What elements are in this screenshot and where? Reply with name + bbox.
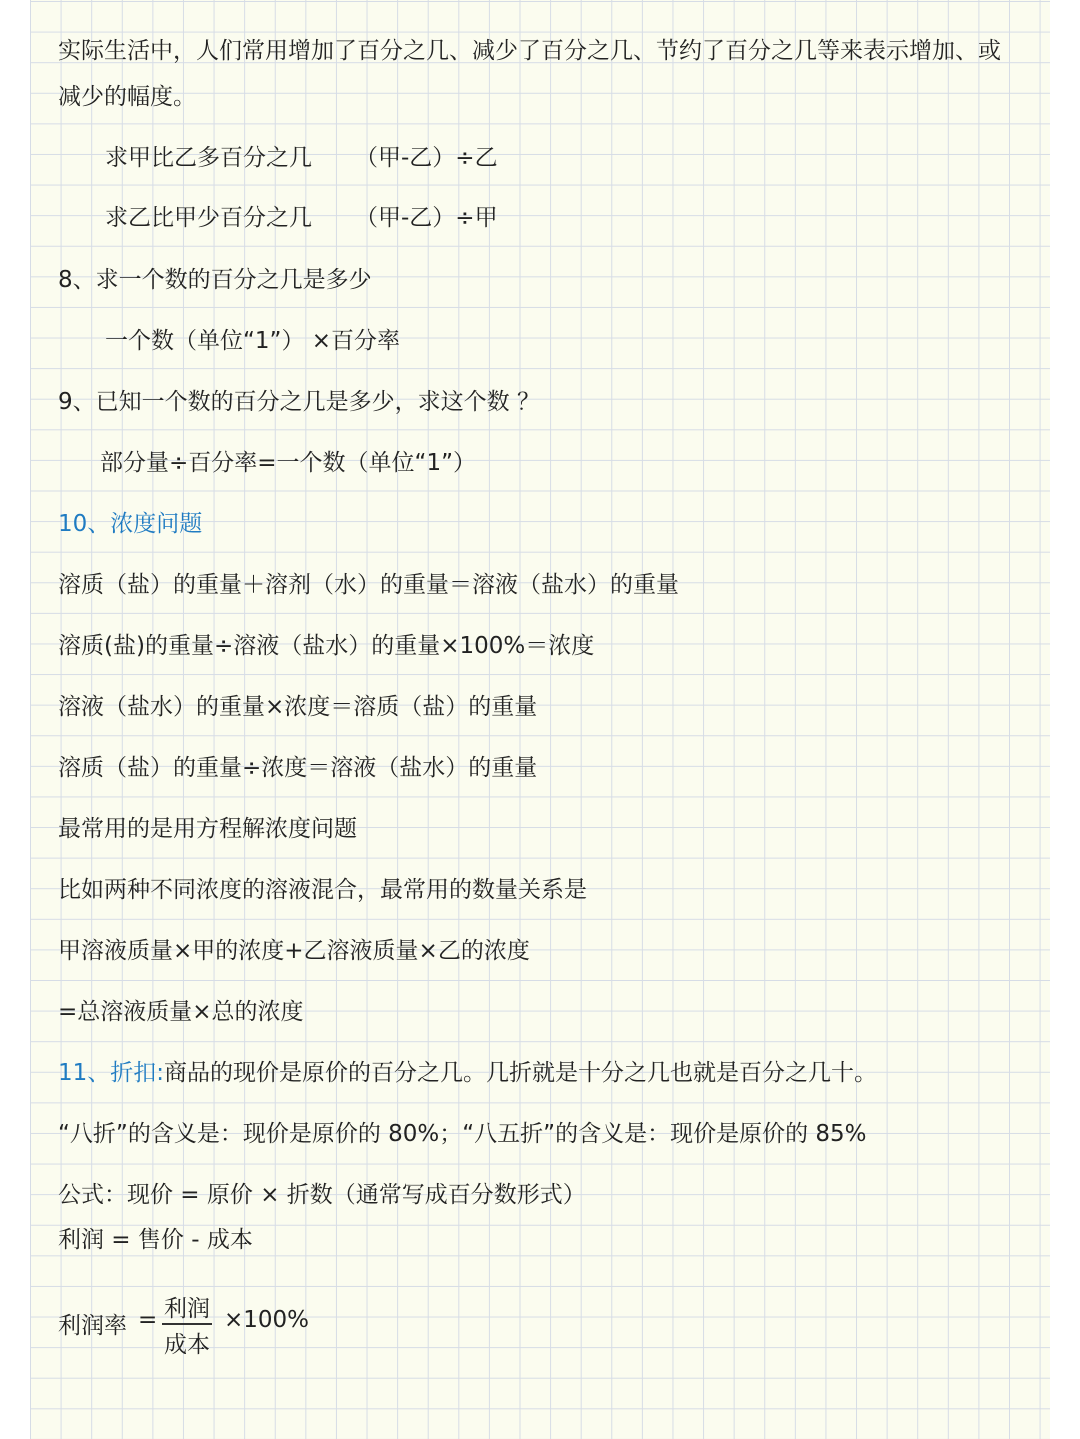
section-10-heading: 10、浓度问题 <box>58 511 203 537</box>
concentration-line-4: 溶质（盐）的重量÷浓度＝溶液（盐水）的重量 <box>58 755 538 781</box>
concentration-line-5: 最常用的是用方程解浓度问题 <box>58 816 357 842</box>
text-line-1: 实际生活中，人们常用增加了百分之几、减少了百分之几、节约了百分之几等来表示增加、或 <box>58 38 1001 64</box>
formula-less-percent <box>105 203 498 233</box>
fraction-multiplier: ×100% <box>224 1307 310 1333</box>
concentration-line-8: =总溶液质量×总的浓度 <box>58 999 304 1025</box>
profit-rate-label: 利润率 <box>58 1313 127 1339</box>
concentration-line-3: 溶液（盐水）的重量×浓度＝溶质（盐）的重量 <box>58 694 538 720</box>
section-11-heading: 11、折扣: <box>58 1060 165 1086</box>
formula-less-expr: （甲-乙）÷甲 <box>355 205 498 231</box>
formula-more-expr: （甲-乙）÷乙 <box>355 145 498 171</box>
fraction-numerator: 利润 <box>164 1296 210 1322</box>
item-8-formula: 一个数（单位“1”） ×百分率 <box>105 328 401 354</box>
profit-formula: 利润 = 售价 - 成本 <box>58 1227 253 1253</box>
section-11-definition: 商品的现价是原价的百分之几。几折就是十分之几也就是百分之几十。 <box>164 1060 878 1086</box>
formula-less-label: 求乙比甲少百分之几 <box>105 205 312 231</box>
concentration-line-7: 甲溶液质量×甲的浓度+乙溶液质量×乙的浓度 <box>58 938 530 964</box>
discount-example: “八折”的含义是：现价是原价的 80%；“八五折”的含义是：现价是原价的 85% <box>58 1121 867 1147</box>
item-9-heading: 9、已知一个数的百分之几是多少，求这个数 ？ <box>58 389 540 415</box>
concentration-line-2: 溶质(盐)的重量÷溶液（盐水）的重量×100%＝浓度 <box>58 633 595 659</box>
profit-rate-equals: = <box>138 1307 158 1333</box>
discount-formula: 公式：现价 = 原价 × 折数（通常写成百分数形式） <box>58 1182 586 1208</box>
text-line-2: 减少的幅度。 <box>58 84 196 110</box>
formula-more-label: 求甲比乙多百分之几 <box>105 145 312 171</box>
concentration-line-1: 溶质（盐）的重量＋溶剂（水）的重量＝溶液（盐水）的重量 <box>58 572 679 598</box>
concentration-line-6: 比如两种不同浓度的溶液混合，最常用的数量关系是 <box>58 877 587 903</box>
item-9-formula: 部分量÷百分率=一个数（单位“1”） <box>100 450 477 476</box>
section-11-line <box>58 1058 877 1088</box>
fraction-denominator: 成本 <box>164 1332 210 1358</box>
item-8-heading: 8、求一个数的百分之几是多少 <box>58 267 372 293</box>
formula-more-percent <box>105 143 498 173</box>
fraction-bar <box>162 1323 212 1325</box>
